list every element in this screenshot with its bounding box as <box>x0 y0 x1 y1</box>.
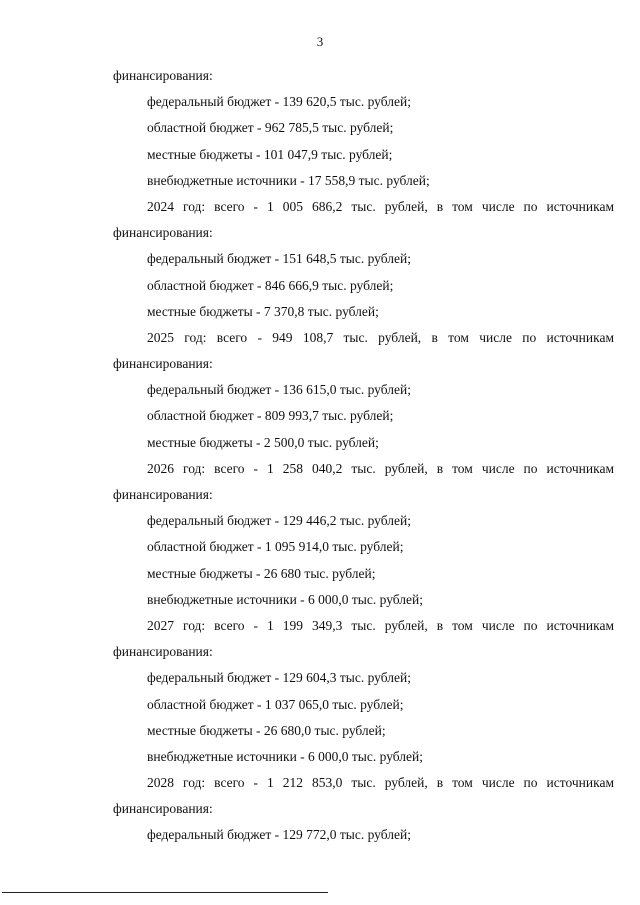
funding-source-line: местные бюджеты - 2 500,0 тыс. рублей; <box>147 434 379 450</box>
continuation-line: финансирования: <box>113 487 213 502</box>
funding-source-line: местные бюджеты - 7 370,8 тыс. рублей; <box>147 303 379 319</box>
funding-source-line: внебюджетные источники - 17 558,9 тыс. рублей; <box>147 172 430 188</box>
funding-source-line: областной бюджет - 1 095 914,0 тыс. рублей; <box>147 539 404 555</box>
year-total-line: 2028 год: всего - 1 212 853,0 тыс. рублей, в том числе по источникам <box>147 775 614 791</box>
continuation-line: финансирования: <box>113 801 213 817</box>
funding-source-line: областной бюджет - 809 993,7 тыс. рублей; <box>147 408 394 424</box>
funding-source-line: местные бюджеты - 101 047,9 тыс. рублей; <box>147 146 393 162</box>
year-total-line: 2027 год: всего - 1 199 349,3 тыс. рублей, в том числе по источникам <box>147 617 614 633</box>
funding-source-line: федеральный бюджет - 136 615,0 тыс. рублей; <box>147 382 411 398</box>
continuation-line: финансирования: <box>113 356 213 372</box>
funding-source-line: областной бюджет - 846 666,9 тыс. рублей; <box>147 277 394 293</box>
funding-source-line: областной бюджет - 1 037 065,0 тыс. рублей; <box>147 696 404 712</box>
page-number: 3 <box>316 34 324 49</box>
year-total-line: 2024 год: всего - 1 005 686,2 тыс. рублей, в том числе по источникам <box>147 198 614 214</box>
continuation-line: финансирования: <box>113 644 213 660</box>
funding-source-line: федеральный бюджет - 129 772,0 тыс. рублей; <box>147 827 411 843</box>
year-total-line: 2026 год: всего - 1 258 040,2 тыс. рублей, в том числе по источникам <box>147 460 614 476</box>
funding-source-line: федеральный бюджет - 151 648,5 тыс. рублей; <box>147 251 411 267</box>
funding-source-line: внебюджетные источники - 6 000,0 тыс. рублей; <box>147 591 424 607</box>
funding-source-line: местные бюджеты - 26 680 тыс. рублей; <box>147 565 376 581</box>
footer-rule <box>2 892 328 893</box>
funding-source-line: федеральный бюджет - 129 446,2 тыс. рублей; <box>147 513 411 529</box>
funding-source-line: внебюджетные источники - 6 000,0 тыс. рублей; <box>147 748 424 764</box>
funding-source-line: федеральный бюджет - 139 620,5 тыс. рублей; <box>147 94 411 110</box>
continuation-line: финансирования: <box>113 225 213 241</box>
funding-source-line: областной бюджет - 962 785,5 тыс. рублей; <box>147 120 394 136</box>
funding-source-line: федеральный бюджет - 129 604,3 тыс. рублей; <box>147 670 411 686</box>
document-body <box>113 63 614 849</box>
continuation-line: финансирования: <box>113 68 213 83</box>
year-total-line: 2025 год: всего - 949 108,7 тыс. рублей, в том числе по источникам <box>147 329 614 345</box>
funding-source-line: местные бюджеты - 26 680,0 тыс. рублей; <box>147 722 386 738</box>
